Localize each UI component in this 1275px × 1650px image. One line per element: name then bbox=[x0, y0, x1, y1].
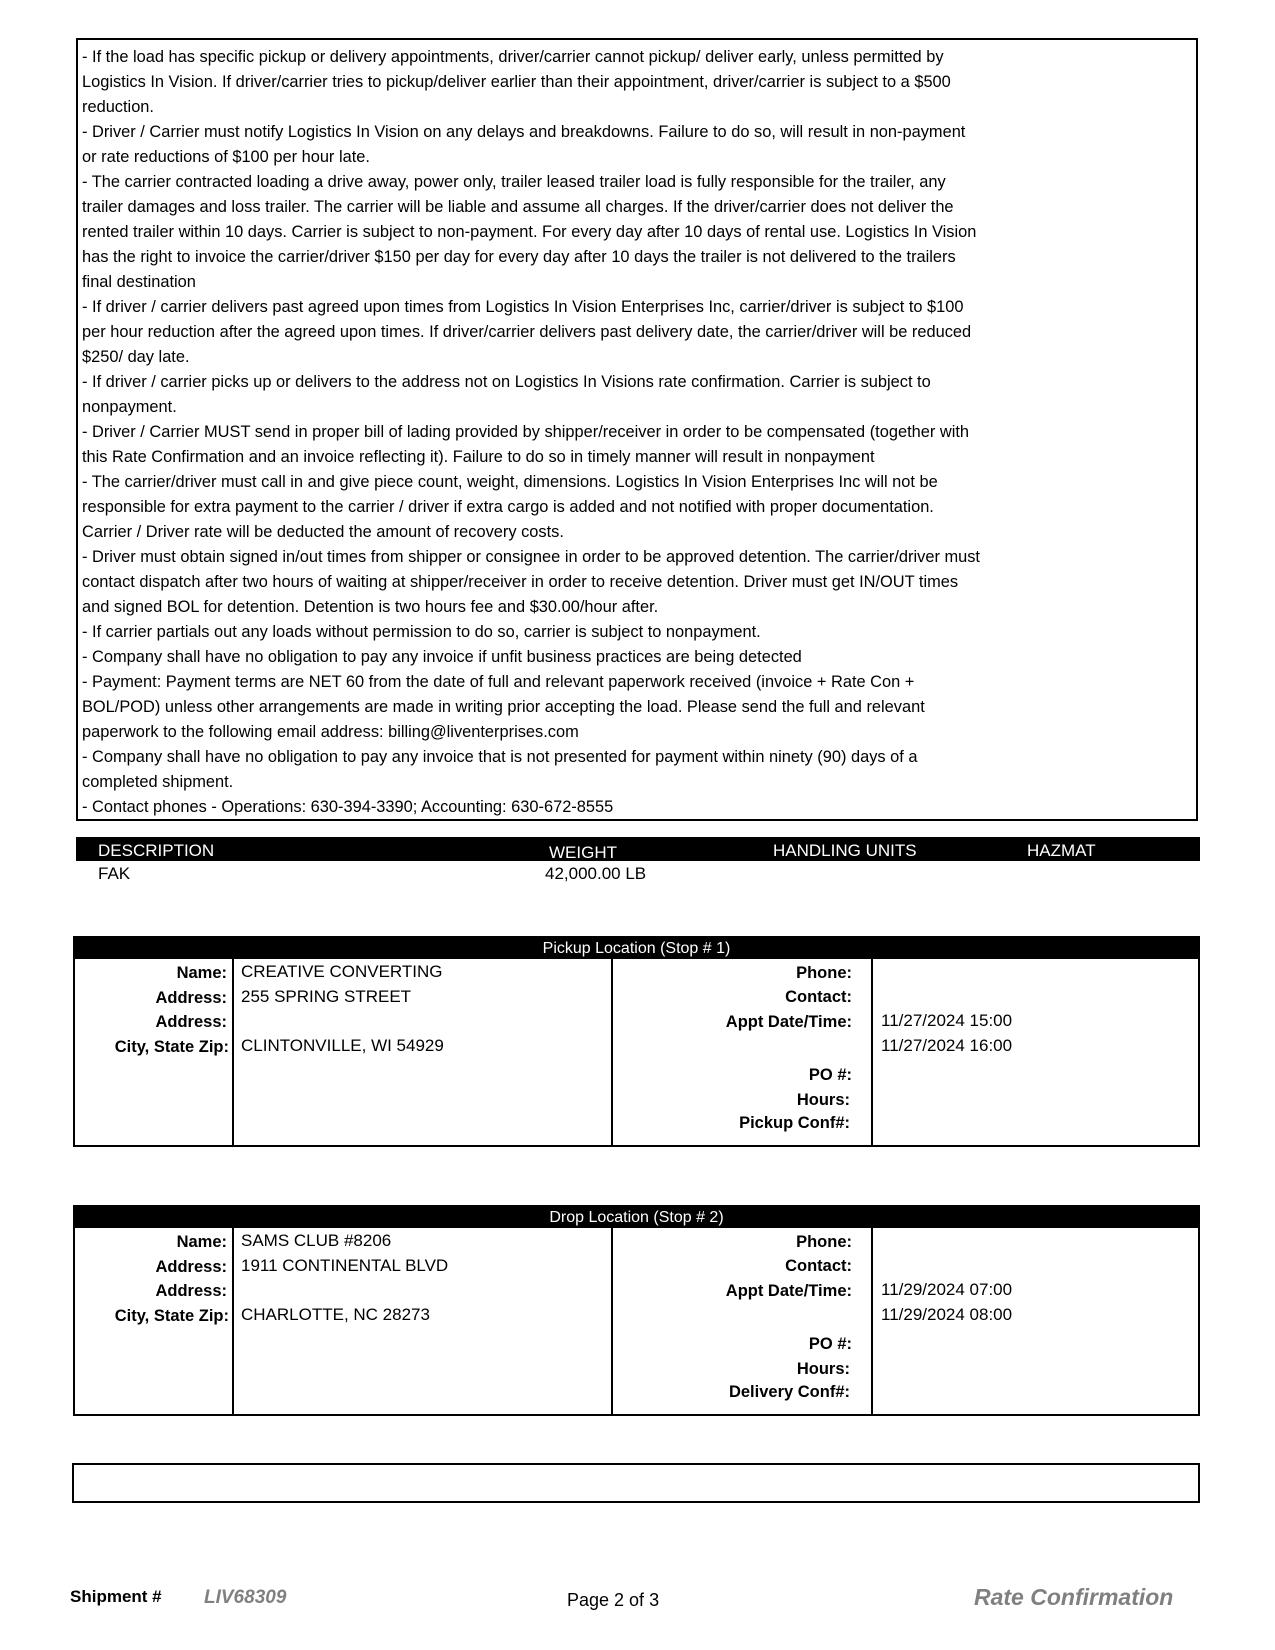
drop-contact-label: Contact: bbox=[785, 1257, 852, 1275]
drop-appt-end: 11/29/2024 08:00 bbox=[881, 1305, 1013, 1324]
drop-address: 1911 CONTINENTAL BLVD bbox=[241, 1256, 449, 1275]
term-late-delivery: - If driver / carrier delivers past agreed upon times from Logistics In Vision Enterprises Inc, carrier/driver is subject to $100 per hour reduction after the agreed upon times. If driver/carrier delivers past delivery date, the carrier/driver will be reduced $250/ day late. bbox=[82, 298, 972, 366]
terms-conditions-box bbox=[76, 38, 1198, 821]
pickup-city-state-zip-label: City, State Zip: bbox=[114, 1038, 229, 1056]
col-weight: WEIGHT bbox=[549, 843, 617, 862]
drop-address2-label: Address: bbox=[155, 1282, 227, 1300]
pickup-name: CREATIVE CONVERTING bbox=[241, 962, 443, 981]
pickup-appt-label: Appt Date/Time: bbox=[725, 1013, 852, 1031]
drop-location-title: Drop Location (Stop # 2) bbox=[75, 1207, 1198, 1228]
notes-box bbox=[72, 1463, 1200, 1503]
term-unfit-practices: - Company shall have no obligation to pay any invoice if unfit business practices are being detected bbox=[82, 648, 802, 666]
document-title: Rate Confirmation bbox=[974, 1584, 1174, 1610]
drop-appt-label: Appt Date/Time: bbox=[725, 1282, 852, 1300]
pickup-location-box bbox=[73, 936, 1200, 1147]
pickup-address: 255 SPRING STREET bbox=[241, 987, 412, 1006]
col-handling-units: HANDLING UNITS bbox=[773, 841, 917, 860]
pickup-name-label: Name: bbox=[176, 964, 227, 982]
pickup-appt-end: 11/27/2024 16:00 bbox=[881, 1036, 1013, 1055]
term-early-pickup: - If the load has specific pickup or delivery appointments, driver/carrier cannot pickup/ deliver early, unless permitted by Logistics In Vision. If driver/carrier tries to pickup/deliver earlier than their appointment, driver/carrier is subject to a $500 reduction. bbox=[82, 48, 951, 116]
shipment-label: Shipment # bbox=[70, 1587, 162, 1606]
pickup-appt-start: 11/27/2024 15:00 bbox=[881, 1011, 1013, 1030]
drop-appt-start: 11/29/2024 07:00 bbox=[881, 1280, 1013, 1299]
pickup-po-label: PO #: bbox=[808, 1066, 852, 1084]
term-invoice-deadline: - Company shall have no obligation to pay any invoice that is not presented for payment within ninety (90) days of a completed shipment. bbox=[82, 748, 918, 791]
drop-location-box bbox=[73, 1205, 1200, 1416]
pickup-location-title: Pickup Location (Stop # 1) bbox=[75, 938, 1198, 959]
term-delays: - Driver / Carrier must notify Logistics In Vision on any delays and breakdowns. Failure to do so, will result in non-payment or rate reductions of $100 per hour late. bbox=[82, 123, 966, 166]
drop-city-state-zip: CHARLOTTE, NC 28273 bbox=[241, 1305, 430, 1324]
cargo-table-header bbox=[76, 837, 1200, 861]
drop-conf-label: Delivery Conf#: bbox=[728, 1383, 850, 1401]
term-payment: - Payment: Payment terms are NET 60 from the date of full and relevant paperwork received (invoice + Rate Con + BOL/POD) unless other arrangements are made in writing prior accepting the load. Please send the full and relevant paperwork to the following email address: billing@liventerprises.com bbox=[82, 673, 925, 741]
pickup-phone-label: Phone: bbox=[796, 964, 852, 982]
pickup-contact-label: Contact: bbox=[785, 988, 852, 1006]
pickup-hours-label: Hours: bbox=[796, 1091, 850, 1109]
cargo-weight: 42,000.00 LB bbox=[545, 864, 647, 883]
drop-hours-label: Hours: bbox=[796, 1360, 850, 1378]
pickup-city-state-zip: CLINTONVILLE, WI 54929 bbox=[241, 1036, 444, 1055]
drop-name-label: Name: bbox=[176, 1233, 227, 1251]
drop-po-label: PO #: bbox=[808, 1335, 852, 1353]
table-row bbox=[76, 862, 1200, 888]
shipment-number: LIV68309 bbox=[204, 1587, 287, 1608]
pickup-address-label: Address: bbox=[155, 989, 227, 1007]
drop-phone-label: Phone: bbox=[796, 1233, 852, 1251]
pickup-address2-label: Address: bbox=[155, 1013, 227, 1031]
drop-name: SAMS CLUB #8206 bbox=[241, 1231, 392, 1250]
drop-address-label: Address: bbox=[155, 1258, 227, 1276]
term-trailer: - The carrier contracted loading a drive away, power only, trailer leased trailer load is fully responsible for the trailer, any trailer damages and loss trailer. The carrier will be liable and assume all charges. If the driver/carrier does not deliver the rented trailer within 10 days. Carrier is subject to non-payment. For every day after 10 days of rental use. Logistics In Vision has the right to invoice the carrier/driver $150 per day for every day after 10 days the trailer is not delivered to the trailers final destination bbox=[82, 173, 977, 291]
drop-city-state-zip-label: City, State Zip: bbox=[114, 1307, 229, 1325]
term-piece-count: - The carrier/driver must call in and give piece count, weight, dimensions. Logistics In Vision Enterprises Inc will not be responsible for extra payment to the carrier / driver if extra cargo is added and not notified with proper documentation. Carrier / Driver rate will be deducted the amount of recovery costs. bbox=[82, 473, 938, 541]
term-wrong-address: - If driver / carrier picks up or delivers to the address not on Logistics In Visions rate confirmation. Carrier is subject to nonpayment. bbox=[82, 373, 931, 416]
term-detention: - Driver must obtain signed in/out times from shipper or consignee in order to be approved detention. The carrier/driver must contact dispatch after two hours of waiting at shipper/receiver in order to receive detention. Driver must get IN/OUT times and signed BOL for detention. Detention is two hours fee and $30.00/hour after. bbox=[82, 548, 980, 616]
col-description: DESCRIPTION bbox=[98, 841, 215, 860]
term-contact-phones: - Contact phones - Operations: 630-394-3390; Accounting: 630-672-8555 bbox=[82, 798, 614, 816]
col-hazmat: HAZMAT bbox=[1027, 841, 1096, 860]
term-partials: - If carrier partials out any loads without permission to do so, carrier is subject to nonpayment. bbox=[82, 623, 761, 641]
pickup-conf-label: Pickup Conf#: bbox=[739, 1114, 850, 1132]
term-bill-of-lading: - Driver / Carrier MUST send in proper bill of lading provided by shipper/receiver in order to be compensated (together with this Rate Confirmation and an invoice reflecting it). Failure to do so in timely manner will result in nonpayment bbox=[82, 423, 970, 466]
cargo-description: FAK bbox=[98, 864, 131, 883]
page-number: Page 2 of 3 bbox=[567, 1590, 660, 1610]
